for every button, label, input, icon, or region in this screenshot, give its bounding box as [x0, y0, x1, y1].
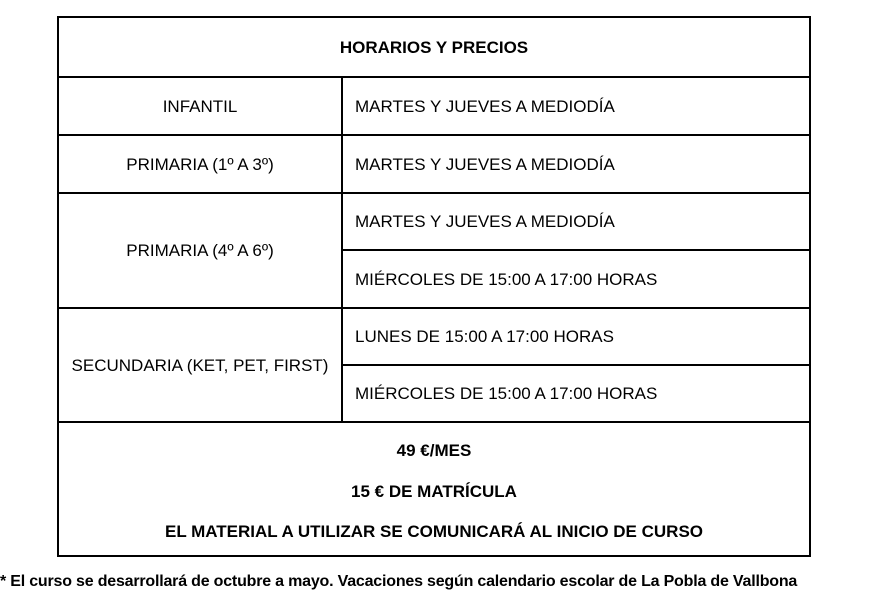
table-row-secundaria: [59, 309, 809, 423]
level-label: PRIMARIA (1º A 3º): [59, 136, 343, 192]
pricing-block: [59, 423, 809, 555]
schedule-cell: [343, 136, 809, 192]
schedule-cell: [343, 194, 809, 307]
schedule-price-table: [57, 16, 811, 557]
table-title: HORARIOS Y PRECIOS: [59, 18, 809, 78]
schedule-slot: MARTES Y JUEVES A MEDIODÍA: [355, 96, 615, 116]
schedule-slot: MARTES Y JUEVES A MEDIODÍA: [355, 154, 615, 174]
table-row-primaria-4-6: [59, 194, 809, 309]
materials-note: EL MATERIAL A UTILIZAR SE COMUNICARÁ AL INICIO DE CURSO: [164, 522, 704, 541]
course-footnote: * El curso se desarrollará de octubre a mayo. Vacaciones según calendario escolar de La Pobla de Vallbona: [0, 573, 798, 590]
schedule-cell: [343, 309, 809, 421]
schedule-slot: MIÉRCOLES DE 15:00 A 17:00 HORAS: [355, 269, 658, 289]
schedule-slot: MARTES Y JUEVES A MEDIODÍA: [343, 194, 809, 251]
schedule-cell: [343, 78, 809, 134]
level-label: INFANTIL: [59, 78, 343, 134]
monthly-price: 49 €/MES: [396, 441, 472, 460]
table-row-infantil: [59, 78, 809, 136]
level-label: SECUNDARIA (KET, PET, FIRST): [59, 309, 343, 421]
table-row-primaria-1-3: [59, 136, 809, 194]
level-label: PRIMARIA (4º A 6º): [59, 194, 343, 307]
enrollment-fee: 15 € DE MATRÍCULA: [351, 482, 517, 501]
schedule-slot: LUNES DE 15:00 A 17:00 HORAS: [343, 309, 809, 366]
schedule-slot: MIÉRCOLES DE 15:00 A 17:00 HORAS: [355, 384, 658, 403]
